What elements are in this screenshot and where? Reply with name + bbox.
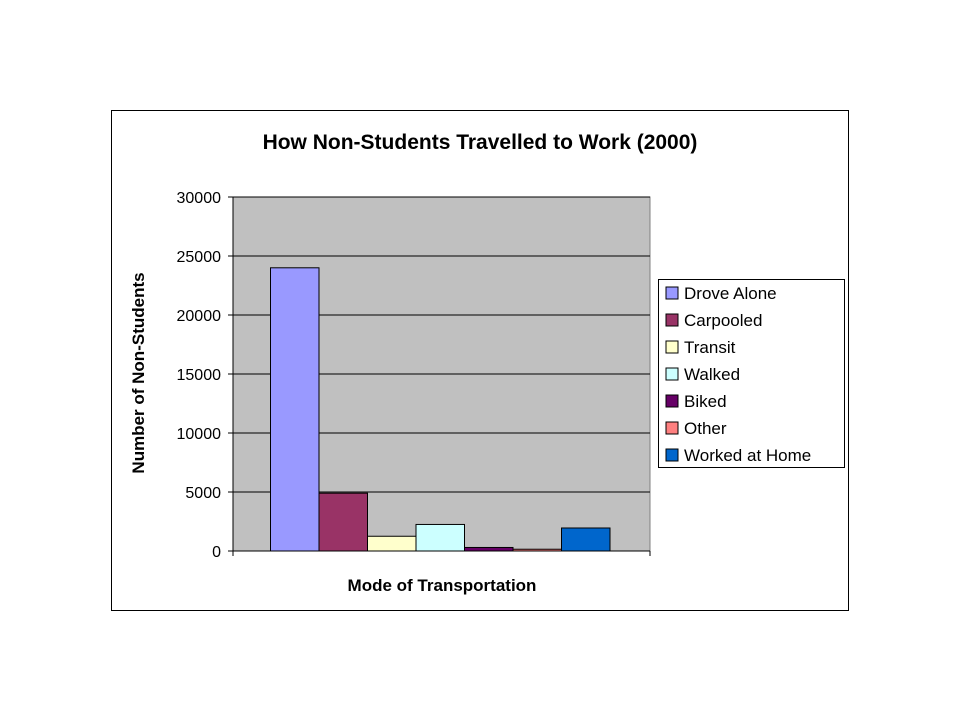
legend-swatch xyxy=(666,422,678,434)
bar-biked xyxy=(465,547,514,551)
legend-label: Biked xyxy=(684,392,727,411)
legend-swatch xyxy=(666,287,678,299)
y-axis-title: Number of Non-Students xyxy=(129,272,148,474)
y-tick-label: 10000 xyxy=(176,426,221,443)
bar-walked xyxy=(416,524,465,551)
x-axis-title: Mode of Transportation xyxy=(347,576,537,595)
y-tick-label: 20000 xyxy=(176,308,221,325)
legend-swatch xyxy=(666,341,678,353)
legend xyxy=(659,280,845,468)
bar-drove-alone xyxy=(271,268,320,551)
legend-label: Drove Alone xyxy=(684,284,777,303)
legend-label: Other xyxy=(684,419,727,438)
y-tick-label: 15000 xyxy=(176,367,221,384)
legend-label: Walked xyxy=(684,365,741,384)
legend-swatch xyxy=(666,368,678,380)
legend-swatch xyxy=(666,449,678,461)
bar-carpooled xyxy=(319,493,368,551)
y-tick-label: 25000 xyxy=(176,249,221,266)
legend-swatch xyxy=(666,395,678,407)
legend-label: Transit xyxy=(684,338,736,357)
y-tick-label: 30000 xyxy=(176,190,221,207)
legend-label: Carpooled xyxy=(684,311,763,330)
y-tick-label: 5000 xyxy=(185,485,221,502)
y-tick-label: 0 xyxy=(212,544,221,561)
chart-title: How Non-Students Travelled to Work (2000) xyxy=(262,131,698,154)
legend-label: Worked at Home xyxy=(684,446,812,465)
bar-worked-at-home xyxy=(562,528,611,551)
bar-transit xyxy=(368,536,417,551)
legend-swatch xyxy=(666,314,678,326)
